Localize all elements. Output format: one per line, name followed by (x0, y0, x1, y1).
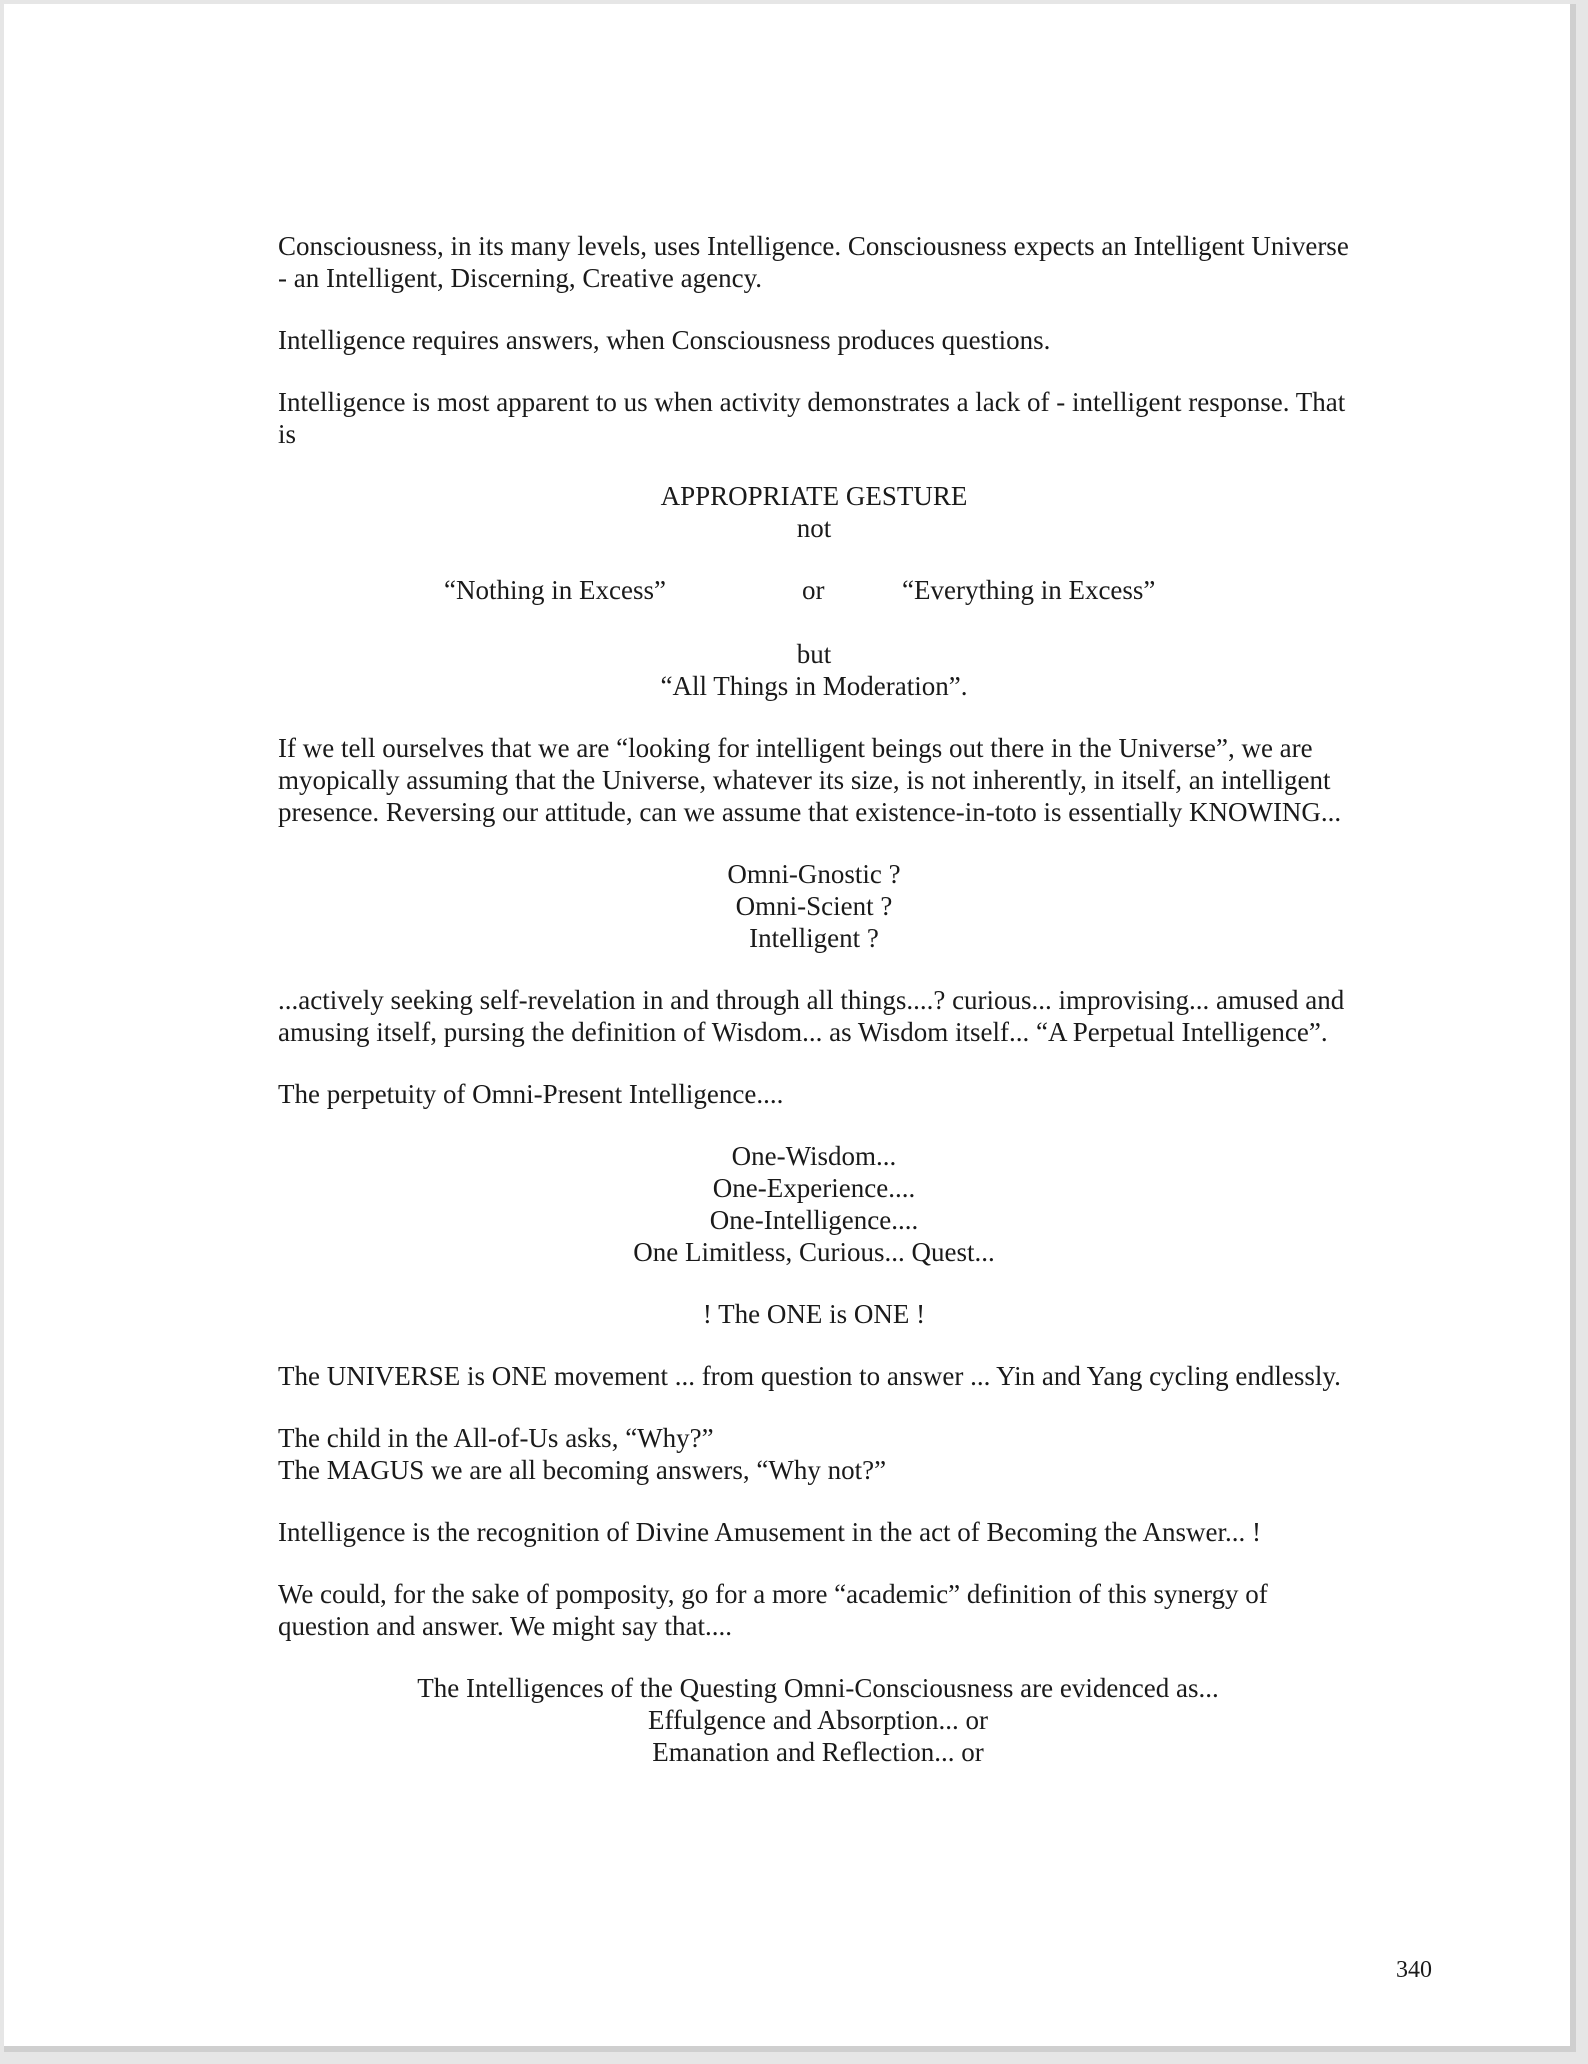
paragraph-pomposity: We could, for the sake of pomposity, go for a more “academic” definition of this synergy of question and answer. We might say that.... (278, 1579, 1268, 1641)
paragraph-intelligence-apparent: Intelligence is most apparent to us when activity demonstrates a lack of - intelligent response. That is (278, 387, 1346, 449)
one-is-one-block (274, 1298, 1354, 1330)
gesture-block (274, 480, 1354, 544)
final-block (278, 1672, 1358, 1768)
intelligences-evidenced: The Intelligences of the Questing Omni-Consciousness are evidenced as... (417, 1673, 1219, 1703)
paragraph-self-revelation: ...actively seeking self-revelation in and through all things....? curious... improvising... amused and amusing itself, pursing the definition of Wisdom... as Wisdom itself... “A Perpetual Intelligence”. (278, 985, 1345, 1047)
excess-or: or (802, 575, 825, 605)
paragraph-universe-movement: The UNIVERSE is ONE movement ... from question to answer ... Yin and Yang cycling endlessly. (278, 1361, 1341, 1391)
emanation-reflection: Emanation and Reflection... or (652, 1737, 984, 1767)
omni-scient: Omni-Scient ? (735, 891, 893, 921)
gesture-title: APPROPRIATE GESTURE (660, 481, 968, 511)
omni-block (274, 858, 1354, 954)
gesture-but: but (796, 639, 832, 669)
effulgence-absorption: Effulgence and Absorption... or (648, 1705, 988, 1735)
one-limitless-quest: One Limitless, Curious... Quest... (633, 1237, 995, 1267)
paragraph-intelligence-answers: Intelligence requires answers, when Consciousness produces questions. (278, 325, 1051, 355)
omni-gnostic: Omni-Gnostic ? (727, 859, 901, 889)
document-page (4, 4, 1576, 2052)
paragraph-perpetuity: The perpetuity of Omni-Present Intelligence.... (278, 1079, 784, 1109)
child-magus-block (278, 1422, 1358, 1486)
everything-in-excess: “Everything in Excess” (902, 575, 1156, 605)
one-wisdom: One-Wisdom... (731, 1141, 897, 1171)
child-asks: The child in the All-of-Us asks, “Why?” (278, 1423, 714, 1453)
gesture-not: not (796, 513, 832, 543)
one-experience: One-Experience.... (712, 1173, 916, 1203)
paragraph-divine-amusement: Intelligence is the recognition of Divine Amusement in the act of Becoming the Answer... ! (278, 1517, 1262, 1547)
paragraph-consciousness: Consciousness, in its many levels, uses Intelligence. Consciousness expects an Intelligent Universe - an Intelligent, Discerning, Creative agency. (278, 231, 1349, 293)
one-block (274, 1140, 1354, 1268)
the-one-is-one: ! The ONE is ONE ! (702, 1299, 926, 1329)
magus-answers: The MAGUS we are all becoming answers, “Why not?” (278, 1455, 887, 1485)
one-intelligence: One-Intelligence.... (709, 1205, 919, 1235)
excess-row (278, 574, 1358, 606)
page-content (278, 230, 1358, 1768)
paragraph-intelligent-beings: If we tell ourselves that we are “looking for intelligent beings out there in the Universe”, we are myopically assuming that the Universe, whatever its size, is not inherently, in itself, an intelligent presence. Reversing our attitude, can we assume that existence-in-toto is essentially KNOWING... (278, 733, 1342, 827)
moderation-block (274, 638, 1354, 702)
page-number: 340 (1396, 1957, 1432, 1983)
intelligent-question: Intelligent ? (749, 923, 879, 953)
all-things-in-moderation: “All Things in Moderation”. (660, 671, 968, 701)
nothing-in-excess: “Nothing in Excess” (444, 575, 666, 605)
